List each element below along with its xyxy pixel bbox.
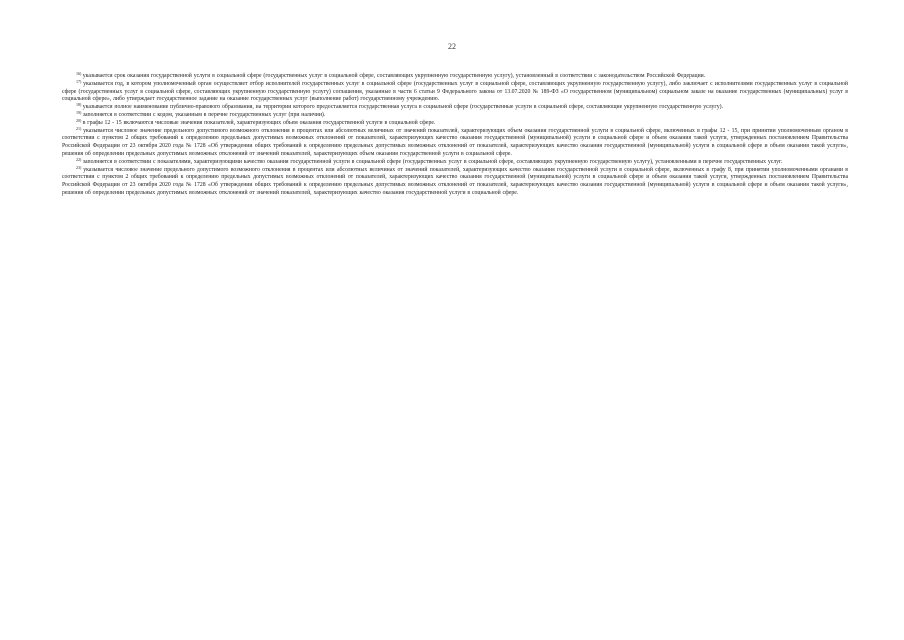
footnote-text: в графы 12 - 15 включаются числовые значения показателей, характеризующих объем оказания государственной услуги в социальной сфере. <box>82 119 436 126</box>
footnote-21 <box>62 125 848 159</box>
footnote-text: заполняется в соответствии с кодом, указанным в перечне государственных услуг (при наличии). <box>82 111 326 118</box>
page-number: 22 <box>448 42 456 51</box>
footnote-text: указывается год, в котором уполномоченный орган осуществляет отбор исполнителей государственных услуг в социальной сфере (государственных услуг в социальной сфере, составляющих укрупненную государственную услугу), либо заключает с исполнителями государственных услуг в социальной сфере (государственных услуг в социальной сфере, составляющих укрупненную государственную услугу) соглашения, указанные в части 6 статьи 9 Федерального закона от 13.07.2020 № 189-ФЗ «О государственном (муниципальном) социальном заказе на оказание государственных (муниципальных) услуг в социальной сфере», либо утверждает государственное задание на оказание государственных услуг (выполнение работ) государственному учреждению. <box>62 80 848 103</box>
footnote-20 <box>62 117 848 128</box>
footnote-marker: 23) <box>76 164 82 170</box>
footnote-marker: 19) <box>76 109 82 115</box>
footnote-23 <box>62 164 848 198</box>
footnote-marker: 16) <box>76 71 82 76</box>
footnote-18 <box>62 104 848 112</box>
footnote-text: указывается числовое значение предельного допустимого возможного отклонения в процентах или абсолютных величинах от значений показателей, характеризующих объем оказания государственной услуги в социальной сфере, включенных в графы 12 - 15, при принятии уполномоченным органом в соответствии с пунктом 2 общих требований к определению предельных допустимых возможных отклонений от показателей, характеризующих качество оказания государственной (муниципальной) услуги в социальной сфере и объем оказания такой услуги, утвержденных постановлением Правительства Российской Федерации от 23 октября 2020 года № 1728 «Об утверждении общих требований к определению предельных допустимых возможных отклонений от показателей, характеризующих качество оказания государственной (муниципальной) услуги в социальной сфере и объем оказания такой услуги», решения об определении предельных допустимых возможных отклонений от значений показателей, характеризующих объем оказания государственной услуги в социальной сфере. <box>62 127 848 157</box>
footnotes-list <box>62 73 848 198</box>
footnote-22 <box>62 156 848 167</box>
footnote-16 <box>62 73 848 81</box>
footnote-text: указывается числовое значение предельного допустимого возможного отклонения в процентах или абсолютных величинах от значений показателей, характеризующих качество оказания государственной услуги в социальной сфере, включенных в графу 8, при принятии уполномоченными органами в соответствии с пунктом 2 общих требований к определению предельных допустимых возможных отклонений от показателей, характеризующих качество оказания государственной (муниципальной) услуги в социальной сфере и объем оказания такой услуги, утвержденных постановлением Правительства Российской Федерации от 23 октября 2020 года № 1728 «Об утверждении общих требований к определению предельных допустимых возможных отклонений от показателей, характеризующих качество оказания государственной (муниципальной) услуги в социальной сфере и объем оказания такой услуги», решения об определении предельных допустимых возможных отклонений от значений показателей, характеризующих качество оказания государственной услуги в социальной сфере. <box>62 166 848 196</box>
footnote-marker: 17) <box>76 78 82 84</box>
footnote-marker: 21) <box>76 125 82 131</box>
footnote-text: указывается полное наименование публично-правового образования, на территории которого предоставляется государственная услуга в социальной сфере (государственные услуги в социальной сфере, составляющие укрупненную государственную услугу). <box>82 104 724 111</box>
footnote-marker: 18) <box>76 102 82 108</box>
footnote-text: заполняется в соответствии с показателями, характеризующими качество оказания государственной услуги в социальной сфере (государственных услуг в социальной сфере, составляющих укрупненную государственную услугу), установленными в перечне государственных услуг. <box>82 158 783 165</box>
footnote-17 <box>62 78 848 104</box>
footnote-marker: 20) <box>76 117 82 123</box>
footnote-text: указывается срок оказания государственной услуги в социальной сфере (государственных услуг в социальной сфере, составляющих укрупненную государственную услугу), установленный в соответствии с законодательством Российской Федерации. <box>82 73 706 79</box>
footnote-marker: 22) <box>76 156 82 162</box>
footnote-19 <box>62 109 848 120</box>
